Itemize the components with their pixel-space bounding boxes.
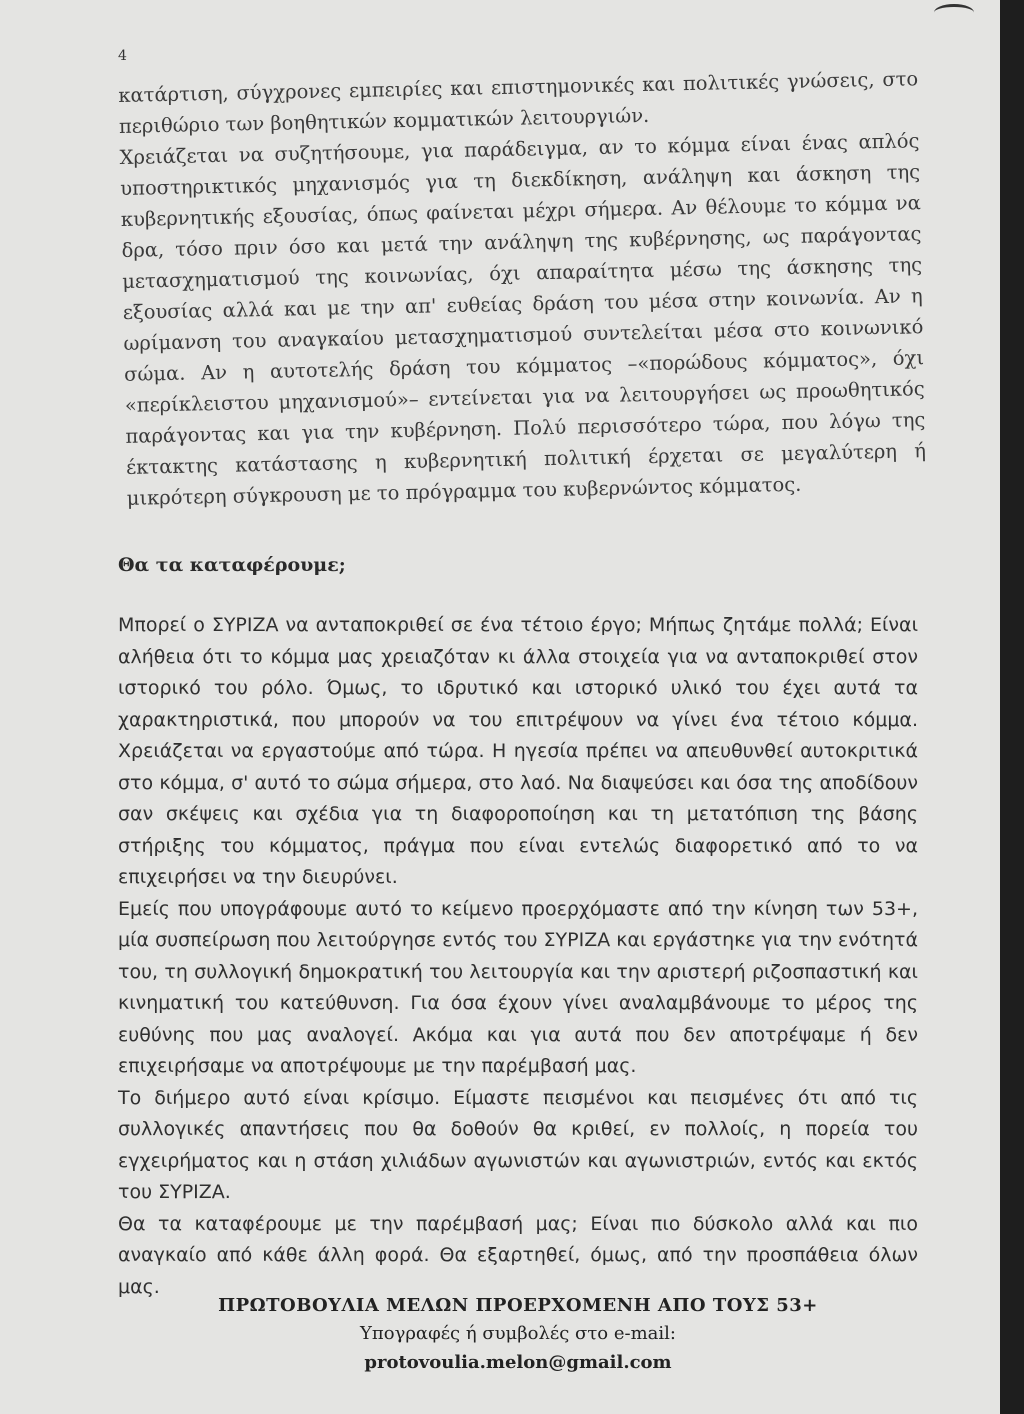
section-party-role xyxy=(118,63,927,514)
signatures-line: Υπογραφές ή συμβολές στο e-mail: xyxy=(360,1323,676,1344)
paragraph: Χρειάζεται να συζητήσουμε, για παράδειγμα, αν το κόμμα είναι ένας απλός υποστηρικτικός μηχανισμός για τη διεκδίκηση, ανάληψη και άσκηση της κυβερνητικής εξουσίας, όπως φαίνεται μέχρι σήμερα. Αν θέλουμε το κόμμα να δρα, τόσο πριν όσο και μετά την ανάληψη της κυβέρνησης, ως παράγοντας μετασχηματισμού της κοινωνίας, όχι απαραίτητα μέσω της άσκησης της εξουσίας αλλά και με την απ' ευθείας δράση του μέσα στην κοινωνία. Αν η ωρίμανση του αναγκαίου μετασχηματισμού συντελείται μέσα στο κοινωνικό σώμα. Αν η αυτοτελής δράση του κόμματος –«πορώδους κόμματος», όχι «περίκλειστου μηχανισμού»– εντείνεται για να λειτουργήσει ως προωθητικός παράγοντας και για την κυβέρνηση. Πολύ περισσότερο τώρα, που λόγω της έκτακτης κατάστασης η κυβερνητική πολιτική έρχεται σε μεγαλύτερη ή μικρότερη σύγκρουση με το πρόγραμμα του κυβερνώντος κόμματος. xyxy=(119,129,927,510)
section-conclusion xyxy=(118,610,918,1303)
paragraph: Το διήμερο αυτό είναι κρίσιμο. Είμαστε πεισμένοι και πεισμένες ότι από τις συλλογικές απαντήσεις που θα δοθούν θα κριθεί, εν πολλοίς, η πορεία του εγχειρήματος και η στάση χιλιάδων αγωνιστών και αγωνιστριών, εντός και εκτός του ΣΥΡΙΖΑ. xyxy=(118,1086,918,1203)
paragraph: Θα τα καταφέρουμε με την παρέμβασή μας; Είναι πιο δύσκολο αλλά και πιο αναγκαίο από κάθε άλλη φορά. Θα εξαρτηθεί, όμως, από την προσπάθεια όλων μας. xyxy=(118,1212,918,1298)
signature-block xyxy=(118,1292,918,1378)
paragraph: κατάρτιση, σύγχρονες εμπειρίες και επιστημονικές και πολιτικές γνώσεις, στο περιθώριο των βοηθητικών κομματικών λειτουργιών. xyxy=(118,67,919,138)
document-body xyxy=(118,67,927,1303)
background-edge xyxy=(1000,0,1024,1414)
paragraph: Μπορεί ο ΣΥΡΙΖΑ να ανταποκριθεί σε ένα τέτοιο έργο; Μήπως ζητάμε πολλά; Είναι αλήθεια ότι το κόμμα μας χρειαζόταν κι άλλα στοιχεία για να ανταποκριθεί στον ιστορικό του ρόλο. Όμως, το ιδρυτικό και ιστορικό υλικό του έχει αυτά τα χαρακτηριστικά, που μπορούν να του επιτρέψουν να γίνει ένα τέτοιο κόμμα. Χρειάζεται να εργαστούμε από τώρα. Η ηγεσία πρέπει να απευθυνθεί αυτοκριτικά στο κόμμα, σ' αυτό το σώμα σήμερα, στο λαό. Να διαψεύσει και όσα της αποδίδουν σαν σκέψεις και σχέδια για τη διαφοροποίηση και τη μετατόπιση της βάσης στήριξης του κόμματος, πράγμα που είναι εντελώς διαφορετικό από το να επιχειρήσει να την διευρύνει. xyxy=(118,614,918,888)
ink-mark xyxy=(934,4,974,21)
organization-name: ΠΡΩΤΟΒΟΥΛΙΑ ΜΕΛΩΝ ΠΡΟΕΡΧΟΜΕΝΗ ΑΠΟ ΤΟΥΣ 53+ xyxy=(218,1295,818,1316)
page-number: 4 xyxy=(118,48,127,64)
paragraph: Εμείς που υπογράφουμε αυτό το κείμενο προερχόμαστε από την κίνηση των 53+, μία συσπείρωση που λειτούργησε εντός του ΣΥΡΙΖΑ και εργάστηκε για την ενότητά του, τη συλλογική δημοκρατική του λειτουργία και την αριστερή ριζοσπαστική και κινηματική του κατεύθυνση. Για όσα έχουν γίνει αναλαμβάνουμε το μέρος της ευθύνης που μας αναλογεί. Ακόμα και για αυτά που δεν αποτρέψαμε ή δεν επιχειρήσαμε να αποτρέψουμε με την παρέμβασή μας. xyxy=(118,897,918,1077)
section-heading: Θα τα καταφέρουμε; xyxy=(118,554,346,576)
contact-email: protovoulia.melon@gmail.com xyxy=(364,1352,672,1373)
